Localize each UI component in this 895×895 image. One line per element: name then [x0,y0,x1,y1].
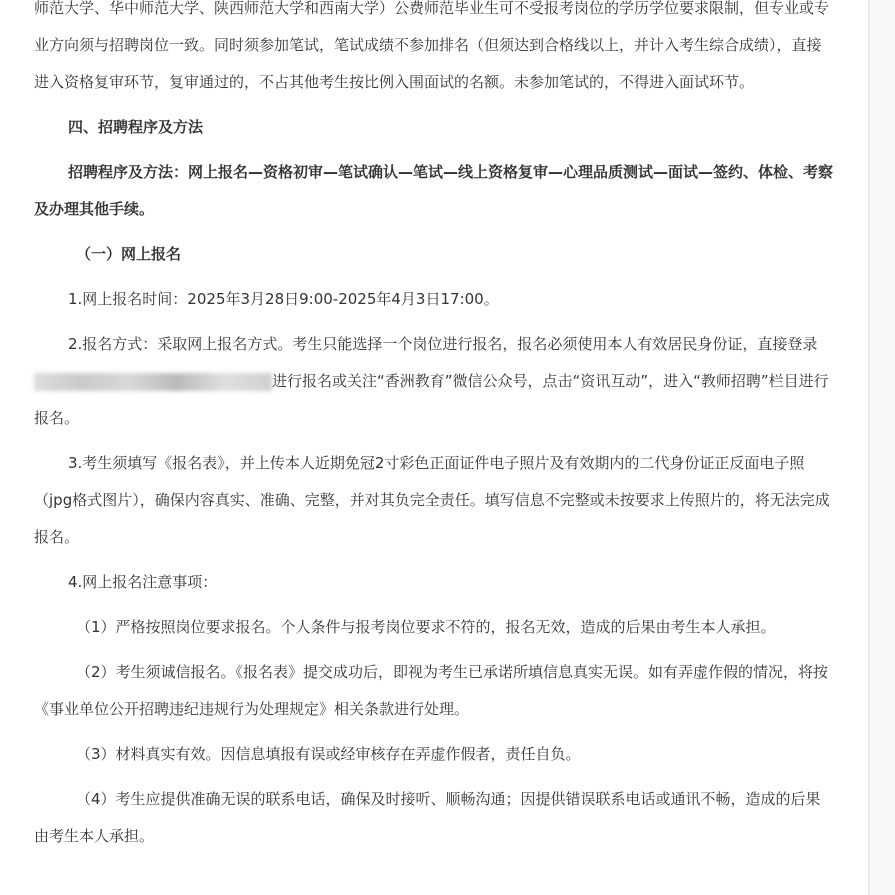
item-form-upload: 3.考生须填写《报名表》，并上传本人近期免冠2寸彩色正面证件电子照片及有效期内的二代身份证正反面电子照（jpg格式图片），确保内容真实、准确、完整，并对其负完全责任。填写信息不完整或未按要求上传照片的，将无法完成报名。 [34,454,830,546]
item-registration-method [34,326,834,437]
scrollbar-track[interactable] [870,0,895,895]
note-authentic-materials: （3）材料真实有效。因信息填报有误或经审核存在弄虚作假者，责任自负。 [76,745,581,763]
section-heading-recruitment-procedure: 四、招聘程序及方法 [68,118,204,136]
subheading-online-registration: （一）网上报名 [76,245,182,263]
note-strict-requirements: （1）严格按照岗位要求报名。个人条件与报考岗位要求不符的，报名无效，造成的后果由考生本人承担。 [76,618,776,636]
redacted-url [34,373,272,391]
item-registration-time: 1.网上报名时间：2025年3月28日9:00-2025年4月3日17:00。 [68,290,499,308]
item-registration-method-text-b: 进行报名或关注“香洲教育”微信公众号，点击“资讯互动”，进入“教师招聘”栏目进行报名。 [34,372,829,427]
note-contact-phone: （4）考生应提供准确无误的联系电话，确保及时接听、顺畅沟通；因提供错误联系电话或通讯不畅，造成的后果由考生本人承担。 [34,790,821,845]
item-registration-method-text-a: 2.报名方式：采取网上报名方式。考生只能选择一个岗位进行报名，报名必须使用本人有效居民身份证，直接登录 [68,335,818,353]
item-notes-heading: 4.网上报名注意事项： [68,573,218,591]
paragraph-procedure-steps: 招聘程序及方法：网上报名—资格初审—笔试确认—笔试—线上资格复审—心理品质测试—面试—签约、体检、考察及办理其他手续。 [34,163,834,218]
paragraph-exempt-graduates: 师范大学、华中师范大学、陕西师范大学和西南大学）公费师范毕业生可不受报考岗位的学历学位要求限制，但专业或专业方向须与招聘岗位一致。同时须参加笔试，笔试成绩不参加排名（但须达到合格线以上，并计入考生综合成绩），直接进入资格复审环节，复审通过的，不占其他考生按比例入围面试的名额。未参加笔试的，不得进入面试环节。 [34,0,830,91]
note-honest-registration: （2）考生须诚信报名。《报名表》提交成功后，即视为考生已承诺所填信息真实无误。如有弄虚作假的情况，将按《事业单位公开招聘违纪违规行为处理规定》相关条款进行处理。 [34,663,829,718]
